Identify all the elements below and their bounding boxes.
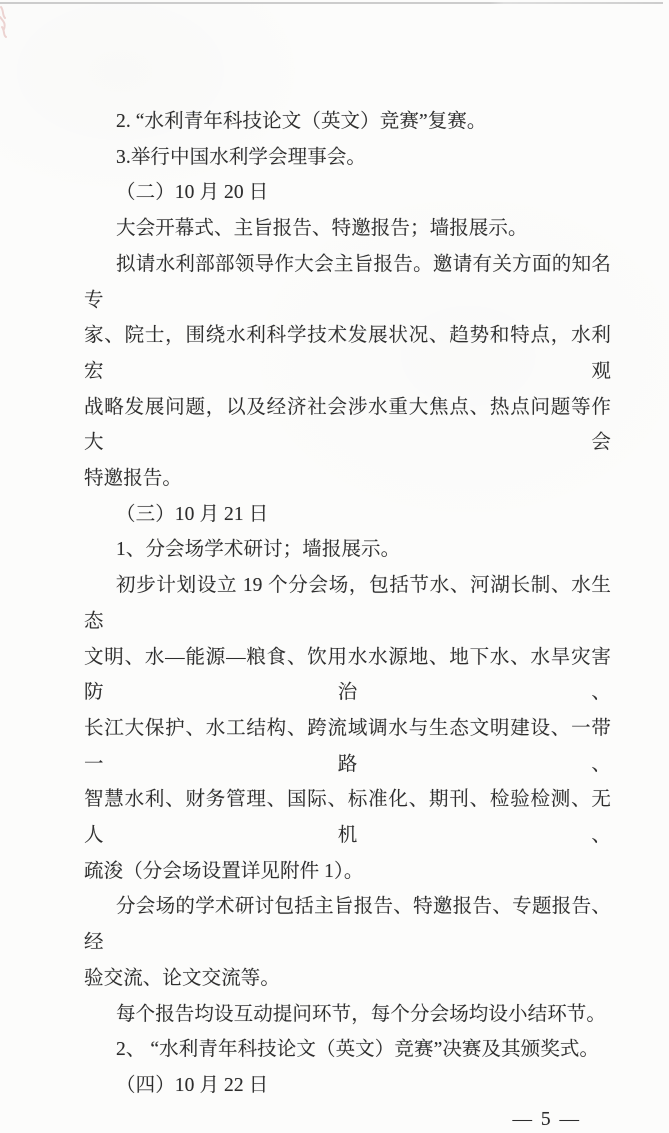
text-line-seminar-content-1: 分会场的学术研讨包括主旨报告、特邀报告、专题报告、经 xyxy=(84,896,611,954)
section-heading-oct-20: （二）10 月 20 日 xyxy=(116,182,269,204)
text-line-keynote-para-4: 特邀报告。 xyxy=(84,468,183,490)
document-body xyxy=(84,104,611,1133)
red-pen-mark-icon xyxy=(0,3,18,39)
text-line-sessions-para-3: 长江大保护、水工结构、跨流域调水与生态文明建设、一带一路、 xyxy=(84,717,611,775)
text-line-sessions-para-4: 智慧水利、财务管理、国际、标准化、期刊、检验检测、无人机、 xyxy=(84,789,611,847)
text-line-council-meeting: 3.举行中国水利学会理事会。 xyxy=(116,146,367,168)
section-heading-oct-22: （四）10 月 22 日 xyxy=(116,1074,269,1096)
text-line-keynote-para-1: 拟请水利部部领导作大会主旨报告。邀请有关方面的知名专 xyxy=(84,253,611,311)
text-line-seminar-content-2: 验交流、论文交流等。 xyxy=(84,967,281,989)
page-number: — 5 — xyxy=(512,1108,581,1130)
text-line-sessions-para-2: 文明、水—能源—粮食、饮用水水源地、地下水、水旱灾害防治、 xyxy=(84,646,611,704)
text-line-keynote-para-3: 战略发展问题，以及经济社会涉水重大焦点、热点问题等作大会 xyxy=(84,396,611,454)
text-line-session-seminar: 1、分会场学术研讨；墙报展示。 xyxy=(116,539,401,561)
text-line-opening-ceremony: 大会开幕式、主旨报告、特邀报告；墙报展示。 xyxy=(116,218,528,240)
text-line-competition-final: 2、 “水利青年科技论文（英文）竞赛”决赛及其颁奖式。 xyxy=(116,1039,600,1061)
text-line-qa-sessions: 每个报告均设互动提问环节，每个分会场均设小结环节。 xyxy=(116,1003,607,1025)
text-line-keynote-para-2: 家、院士，围绕水利科学技术发展状况、趋势和特点，水利宏观 xyxy=(84,325,611,382)
text-line-sessions-para-5: 疏浚（分会场设置详见附件 1）。 xyxy=(84,860,364,882)
text-line-competition-semifinal: 2. “水利青年科技论文（英文）竞赛”复赛。 xyxy=(116,111,487,132)
scan-artifact-line xyxy=(0,2,663,4)
text-line-sessions-para-1: 初步计划设立 19 个分会场，包括节水、河湖长制、水生态 xyxy=(84,575,611,632)
section-heading-oct-21: （三）10 月 21 日 xyxy=(116,503,269,525)
